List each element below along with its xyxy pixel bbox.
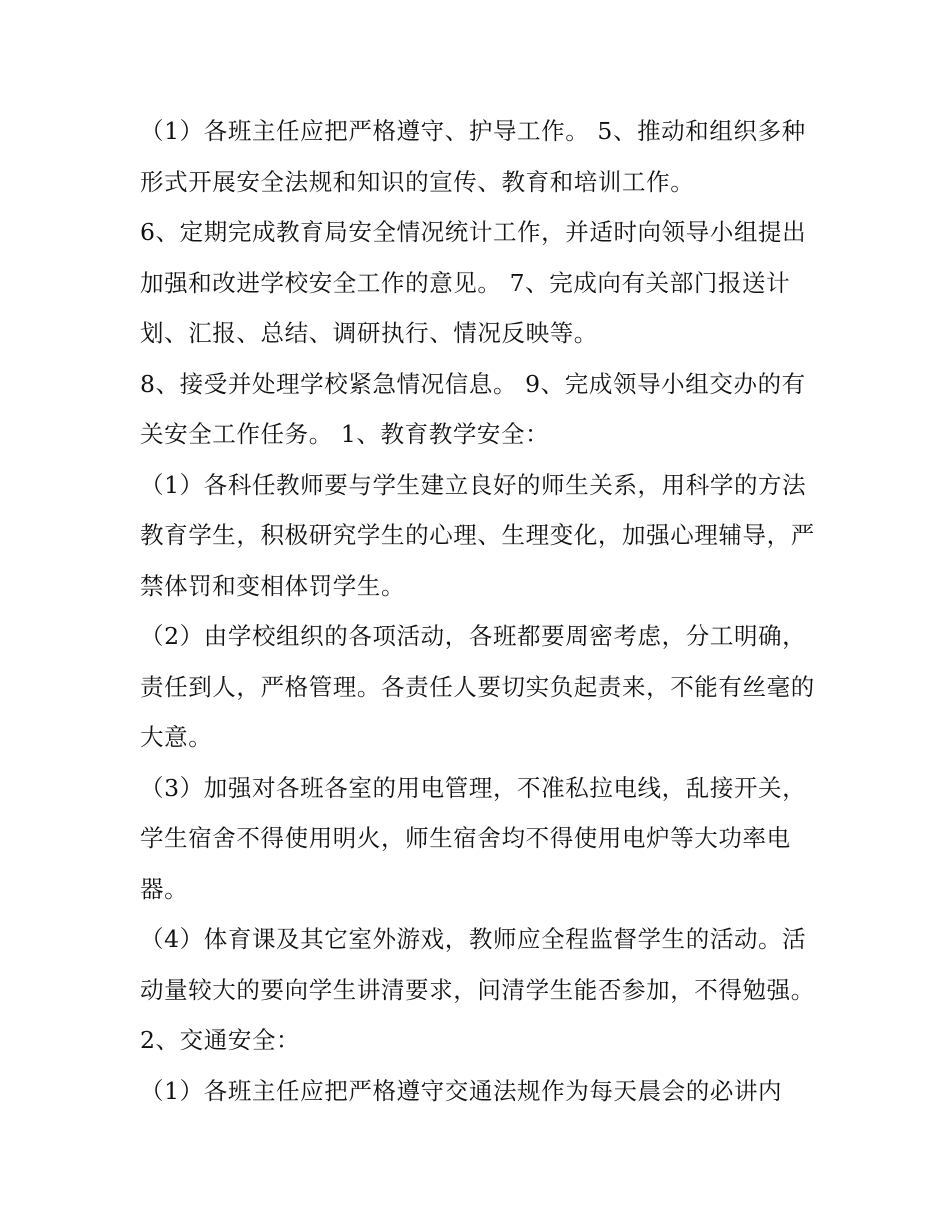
document-body [140, 106, 820, 1116]
paragraph-7: （4）体育课及其它室外游戏，教师应全程监督学生的活动。活动量较大的要向学生讲清要求，问清学生能否参加，不得勉强。 2、交通安全： [140, 925, 815, 1054]
paragraph-1: （1）各班主任应把严格遵守、护导工作。 5、推动和组织多种形式开展安全法规和知识的宣传、教育和培训工作。 [140, 117, 806, 196]
paragraph-8: （1）各班主任应把严格遵守交通法规作为每天晨会的必讲内 [140, 1076, 783, 1105]
paragraph-6: （3）加强对各班各室的用电管理，不准私拉电线，乱接开关，学生宿舍不得使用明火，师生宿舍均不得使用电炉等大功率电器。 [140, 773, 807, 903]
paragraph-2: 6、定期完成教育局安全情况统计工作，并适时向领导小组提出加强和改进学校安全工作的意见。 7、完成向有关部门报送计划、汇报、总结、调研执行、情况反映等。 [140, 218, 807, 347]
paragraph-3: 8、接受并处理学校紧急情况信息。 9、完成领导小组交办的有关安全工作任务。 1、教育教学安全： [140, 369, 806, 448]
paragraph-5: （2）由学校组织的各项活动，各班都要周密考虑，分工明确，责任到人，严格管理。各责任人要切实负起责来，不能有丝毫的大意。 [140, 622, 815, 751]
paragraph-4: （1）各科任教师要与学生建立良好的师生关系，用科学的方法教育学生，积极研究学生的心理、生理变化，加强心理辅导，严禁体罚和变相体罚学生。 [140, 470, 815, 600]
